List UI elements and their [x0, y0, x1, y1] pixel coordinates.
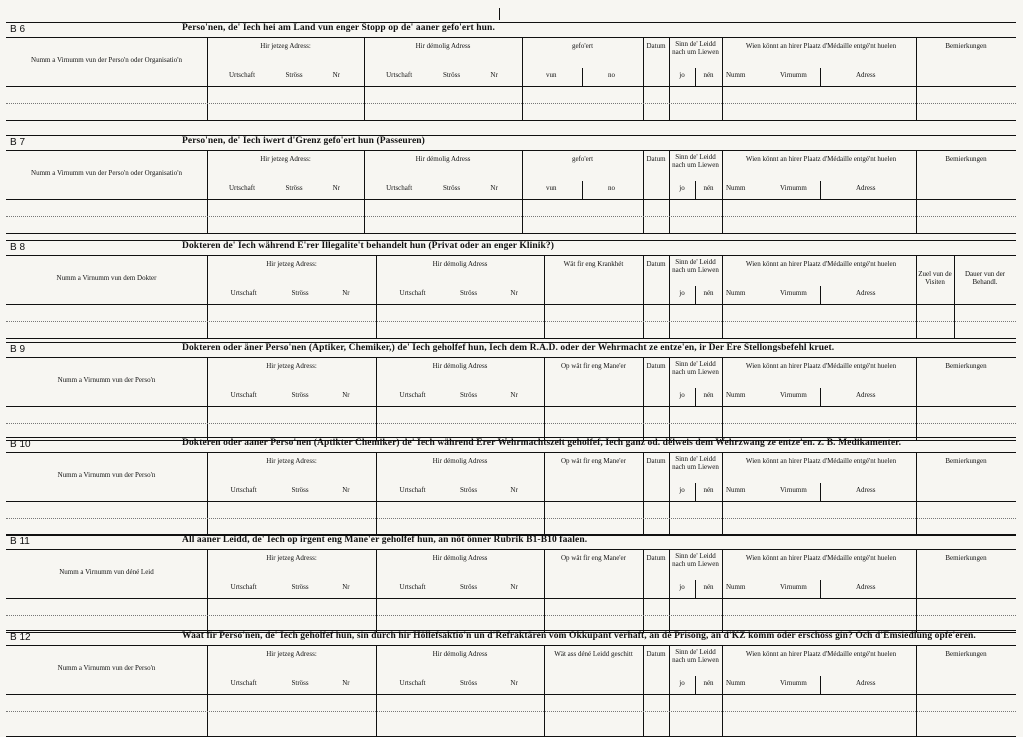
sub-header-nr: Nr [510, 486, 518, 494]
sub-header-nen: nén [703, 289, 714, 297]
sub-header-vun: vun [546, 184, 557, 192]
sub-header-nr: Nr [510, 583, 518, 591]
header-bottom-rule [6, 406, 1016, 407]
entry-row-line [6, 518, 1016, 519]
vun-no-divider [582, 181, 583, 199]
sub-header-numm: Numm [726, 391, 746, 399]
col-divider [722, 453, 723, 535]
section-id: B 9 [10, 344, 26, 355]
col-divider [722, 256, 723, 338]
sub-header-adress: Adress [856, 486, 876, 494]
sub-header-jo: jo [679, 391, 685, 399]
col-divider [722, 151, 723, 233]
col-divider [376, 453, 377, 535]
sub-header-jo: jo [679, 71, 685, 79]
sub-header-stross: Ströss [460, 289, 478, 297]
sub-header-stross: Ströss [443, 184, 461, 192]
remarks-header: Bemierkungen [945, 362, 987, 370]
col-divider [916, 151, 917, 233]
sub-header-nr: Nr [332, 184, 340, 192]
sub-header-nr: Nr [510, 391, 518, 399]
sub-header-stross: Ströss [460, 391, 478, 399]
section-header [6, 136, 1016, 151]
current-address-header: Hir jetzeg Adress: [266, 457, 317, 465]
col-divider [916, 550, 917, 632]
section-id: B 8 [10, 242, 26, 253]
col-divider [544, 646, 545, 736]
sub-header-nen: nén [703, 486, 714, 494]
extra-column-header: gefo'ert [571, 42, 594, 50]
sub-header-nr: Nr [510, 679, 518, 687]
medal-recipient-header: Wien könnt an hirer Plaatz d'Médaille entgé'nt huelen [745, 554, 897, 562]
former-address-header: Hir démolig Adress [415, 155, 471, 163]
sub-header-adress: Adress [856, 583, 876, 591]
sub-header-nr: Nr [490, 184, 498, 192]
col-divider [376, 550, 377, 632]
sub-header-adress: Adress [856, 289, 876, 297]
sub-header-ortschaft: Urtschaft [230, 289, 257, 297]
section-header [6, 23, 1016, 38]
sub-header-nr: Nr [342, 391, 350, 399]
col-divider [954, 256, 955, 338]
section-id: B 11 [10, 536, 30, 547]
medal-recipient-header: Wien könnt an hirer Plaatz d'Médaille entgé'nt huelen [745, 42, 897, 50]
former-address-header: Hir démolig Adress [432, 554, 488, 562]
entry-row-line [6, 321, 1016, 322]
medal-subdivider [820, 388, 821, 406]
sub-header-ortschaft: Urtschaft [228, 71, 256, 79]
col-divider [722, 38, 723, 120]
section-title: Perso'nen, de' Iech hei am Land vun enger Stopp op de' aaner gefo'ert hun. [182, 23, 495, 33]
sub-header-numm: Numm [726, 289, 746, 297]
former-address-header: Hir démolig Adress [432, 260, 488, 268]
entry-row-line [6, 711, 1016, 712]
col-divider [722, 358, 723, 440]
former-address-header: Hir démolig Adress [415, 42, 471, 50]
current-address-header: Hir jetzeg Adress: [260, 155, 311, 163]
sub-header-ortschaft: Urtschaft [230, 486, 257, 494]
col-divider [544, 256, 545, 338]
sub-header-ortschaft: Urtschaft [386, 184, 413, 192]
sub-header-numm: Numm [726, 71, 746, 79]
still-alive-header: Sinn de' Leidd nach um Liewen [672, 258, 719, 274]
medal-recipient-header: Wien könnt an hirer Plaatz d'Médaille entgé'nt huelen [745, 260, 897, 268]
section-table [6, 646, 1016, 737]
header-bottom-rule [6, 501, 1016, 502]
section-table [6, 453, 1016, 536]
sub-header-stross: Ströss [285, 71, 303, 79]
medal-recipient-header: Wien könnt an hirer Plaatz d'Médaille entgé'nt huelen [745, 457, 897, 465]
sub-header-ortschaft: Urtschaft [399, 391, 426, 399]
name-column-header: Numm a Virnumm vun dem Dokter [56, 274, 157, 282]
extra-column-header: Wät ass déné Leidd geschitt [554, 650, 633, 658]
current-address-header: Hir jetzeg Adress: [266, 362, 317, 370]
sub-header-virnumm: Virnumm [780, 71, 807, 79]
sub-header-stross: Ströss [460, 583, 478, 591]
name-column-header: Numm a Virnumm vun der Perso'n [57, 376, 156, 384]
sub-header-nr: Nr [510, 289, 518, 297]
section-id: B 6 [10, 24, 26, 35]
current-address-header: Hir jetzeg Adress: [266, 260, 317, 268]
still-alive-header: Sinn de' Leidd nach um Liewen [672, 40, 719, 56]
form-section [6, 630, 1016, 737]
entry-row-line [6, 216, 1016, 217]
sub-header-numm: Numm [726, 184, 746, 192]
section-id: B 12 [10, 632, 31, 643]
former-address-header: Hir démolig Adress [432, 650, 488, 658]
remarks-header: Bemierkungen [945, 155, 987, 163]
sub-header-nen: nén [703, 71, 714, 79]
medal-subdivider [820, 483, 821, 501]
col-divider [643, 358, 644, 440]
still-alive-header: Sinn de' Leidd nach um Liewen [672, 552, 719, 568]
section-title: Dokteren oder äner Perso'nen (Aptiker, Chemiker,) de' Iech geholfef hun, Iech dem R.A.D. oder der Wehrmacht ze entze'en, ir Der Ere Stellongsbefehl kruet. [182, 343, 835, 353]
remarks-header: Bemierkungen [945, 42, 987, 50]
sub-header-numm: Numm [726, 679, 746, 687]
col-divider [916, 38, 917, 120]
header-bottom-rule [6, 598, 1016, 599]
header-bottom-rule [6, 86, 1016, 87]
sub-header-stross: Ströss [291, 391, 309, 399]
entry-row-line [6, 615, 1016, 616]
col-divider [376, 646, 377, 736]
date-column-header: Datum [646, 260, 666, 268]
col-divider [376, 256, 377, 338]
sub-header-nr: Nr [332, 71, 340, 79]
sub-header-no: no [608, 184, 615, 192]
section-table [6, 151, 1016, 234]
sub-header-jo: jo [679, 289, 685, 297]
sub-header-ortschaft: Urtschaft [399, 583, 426, 591]
section-table [6, 550, 1016, 633]
col-divider [643, 256, 644, 338]
current-address-header: Hir jetzeg Adress: [266, 650, 317, 658]
col-divider [544, 550, 545, 632]
sub-header-virnumm: Virnumm [780, 289, 807, 297]
sub-header-ortschaft: Urtschaft [230, 391, 257, 399]
name-column-header: Numm a Virnumm vun der Perso'n oder Organisatio'n [31, 169, 182, 177]
entry-row-line [6, 423, 1016, 424]
sub-header-ortschaft: Urtschaft [228, 184, 256, 192]
section-title: Perso'nen, de' Iech iwert d'Grenz gefo'ert hun (Passeuren) [182, 136, 425, 146]
sub-header-virnumm: Virnumm [780, 679, 807, 687]
current-address-header: Hir jetzeg Adress: [260, 42, 311, 50]
sub-header-stross: Ströss [291, 679, 309, 687]
section-header [6, 343, 1016, 358]
col-divider [207, 256, 208, 338]
section-header [6, 241, 1016, 256]
former-address-header: Hir démolig Adress [432, 362, 488, 370]
section-title: Dokteren oder aaner Perso'nen (Aptikter Chemiker) de' Iech während Erer Wehrmachtszeit geholfef, Iech ganz od. délweis dem Wehrzwang ze entze'en. z. B. Medikamenter. [182, 438, 902, 448]
col-divider [916, 358, 917, 440]
col-divider [522, 151, 523, 233]
col-divider [643, 453, 644, 535]
sub-header-adress: Adress [856, 184, 876, 192]
still-alive-header: Sinn de' Leidd nach um Liewen [672, 360, 719, 376]
sub-header-ortschaft: Urtschaft [399, 486, 426, 494]
form-section [6, 437, 1016, 536]
extra-column-header: gefo'ert [571, 155, 594, 163]
sub-header-nr: Nr [342, 583, 350, 591]
sub-header-jo: jo [679, 583, 685, 591]
col-divider [364, 151, 365, 233]
medal-subdivider [820, 676, 821, 694]
col-divider [643, 646, 644, 736]
medal-subdivider [820, 580, 821, 598]
sub-header-ortschaft: Urtschaft [230, 679, 257, 687]
top-fold-mark [499, 8, 500, 20]
col-divider [207, 38, 208, 120]
sub-header-stross: Ströss [443, 71, 461, 79]
sub-header-stross: Ströss [460, 486, 478, 494]
col-divider [207, 646, 208, 736]
medal-recipient-header: Wien könnt an hirer Plaatz d'Médaille entgé'nt huelen [745, 650, 897, 658]
name-column-header: Numm a Virnumm vun der Perso'n oder Organisatio'n [31, 56, 182, 64]
col-divider [522, 38, 523, 120]
form-section [6, 342, 1016, 441]
treatment-duration-header: Dauer vun der Behandl. [964, 270, 1006, 286]
sub-header-stross: Ströss [291, 289, 309, 297]
sub-header-nen: nén [703, 583, 714, 591]
section-header [6, 631, 1016, 646]
sub-header-virnumm: Virnumm [780, 391, 807, 399]
sub-header-ortschaft: Urtschaft [386, 71, 413, 79]
section-table [6, 38, 1016, 121]
header-bottom-rule [6, 199, 1016, 200]
medal-subdivider [820, 181, 821, 199]
sub-header-nr: Nr [342, 289, 350, 297]
form-section [6, 22, 1016, 121]
section-title: All aaner Leidd, de' Iech op irgent eng Mane'er geholfef hun, an nöt önner Rubrik B1-B10 faalen. [182, 535, 588, 545]
col-divider [722, 550, 723, 632]
date-column-header: Datum [646, 457, 666, 465]
section-title: Waat fir Perso'nen, de' Iech geholfef hun, sin durch hir Höllefsaktio'n un d'Refraktären vom Okkupant verhaft, an de Prisong, an d'KZ komm oder erschoss gin? Och d'Emsiedlung opfe'eren. [182, 631, 976, 641]
medal-subdivider [820, 68, 821, 86]
form-section [6, 135, 1016, 234]
name-column-header: Numm a Virnumm vun déné Leid [59, 568, 154, 576]
sub-header-stross: Ströss [285, 184, 303, 192]
sub-header-nen: nén [703, 391, 714, 399]
sub-header-ortschaft: Urtschaft [399, 679, 426, 687]
still-alive-header: Sinn de' Leidd nach um Liewen [672, 648, 719, 664]
sub-header-vun: vun [546, 71, 557, 79]
section-header [6, 535, 1016, 550]
col-divider [544, 453, 545, 535]
col-divider [643, 550, 644, 632]
extra-column-header: Op wät fir eng Mane'er [560, 554, 626, 562]
sub-header-no: no [608, 71, 615, 79]
header-bottom-rule [6, 304, 1016, 305]
form-section [6, 534, 1016, 633]
col-divider [207, 453, 208, 535]
sub-header-jo: jo [679, 184, 685, 192]
col-divider [376, 358, 377, 440]
sub-header-adress: Adress [856, 679, 876, 687]
sub-header-jo: jo [679, 486, 685, 494]
section-id: B 10 [10, 439, 31, 450]
sub-header-jo: jo [679, 679, 685, 687]
sub-header-numm: Numm [726, 583, 746, 591]
section-id: B 7 [10, 137, 26, 148]
medal-recipient-header: Wien könnt an hirer Plaatz d'Médaille entgé'nt huelen [745, 362, 897, 370]
sub-header-stross: Ströss [291, 583, 309, 591]
remarks-header: Bemierkungen [945, 650, 987, 658]
still-alive-header: Sinn de' Leidd nach um Liewen [672, 455, 719, 471]
extra-column-header: Op wät fir eng Mane'er [560, 457, 626, 465]
sub-header-virnumm: Virnumm [780, 184, 807, 192]
name-column-header: Numm a Virnumm vun der Perso'n [57, 471, 156, 479]
header-bottom-rule [6, 694, 1016, 695]
section-header [6, 438, 1016, 453]
col-divider [722, 646, 723, 736]
date-column-header: Datum [646, 42, 666, 50]
col-divider [544, 358, 545, 440]
date-column-header: Datum [646, 362, 666, 370]
former-address-header: Hir démolig Adress [432, 457, 488, 465]
col-divider [916, 256, 917, 338]
visits-count-header: Zuel vun de Visiten [918, 270, 952, 286]
sub-header-nen: nén [703, 184, 714, 192]
date-column-header: Datum [646, 650, 666, 658]
sub-header-numm: Numm [726, 486, 746, 494]
col-divider [643, 151, 644, 233]
sub-header-virnumm: Virnumm [780, 583, 807, 591]
col-divider [207, 151, 208, 233]
sub-header-nr: Nr [342, 679, 350, 687]
remarks-header: Bemierkungen [945, 457, 987, 465]
sub-header-ortschaft: Urtschaft [230, 583, 257, 591]
name-column-header: Numm a Virnumm vun der Perso'n [57, 664, 156, 672]
col-divider [364, 38, 365, 120]
date-column-header: Datum [646, 155, 666, 163]
col-divider [207, 358, 208, 440]
col-divider [916, 646, 917, 736]
sub-header-adress: Adress [856, 71, 876, 79]
medal-subdivider [820, 286, 821, 304]
sub-header-nr: Nr [342, 486, 350, 494]
sub-header-stross: Ströss [291, 486, 309, 494]
section-title: Dokteren de' Iech während E'rer Illegalite't behandelt hun (Privat oder an enger Klinik?) [182, 241, 555, 251]
current-address-header: Hir jetzeg Adress: [266, 554, 317, 562]
entry-row-line [6, 103, 1016, 104]
form-section [6, 240, 1016, 339]
sub-header-stross: Ströss [460, 679, 478, 687]
section-table [6, 358, 1016, 441]
sub-header-nen: nén [703, 679, 714, 687]
vun-no-divider [582, 68, 583, 86]
sub-header-ortschaft: Urtschaft [399, 289, 426, 297]
remarks-header: Bemierkungen [945, 554, 987, 562]
section-table [6, 256, 1016, 339]
medal-recipient-header: Wien könnt an hirer Plaatz d'Médaille entgé'nt huelen [745, 155, 897, 163]
date-column-header: Datum [646, 554, 666, 562]
sub-header-nr: Nr [490, 71, 498, 79]
extra-column-header: Op wät fir eng Mane'er [560, 362, 626, 370]
sub-header-adress: Adress [856, 391, 876, 399]
col-divider [916, 453, 917, 535]
col-divider [643, 38, 644, 120]
extra-column-header: Wät fir eng Krankhét [563, 260, 624, 268]
still-alive-header: Sinn de' Leidd nach um Liewen [672, 153, 719, 169]
sub-header-virnumm: Virnumm [780, 486, 807, 494]
col-divider [207, 550, 208, 632]
